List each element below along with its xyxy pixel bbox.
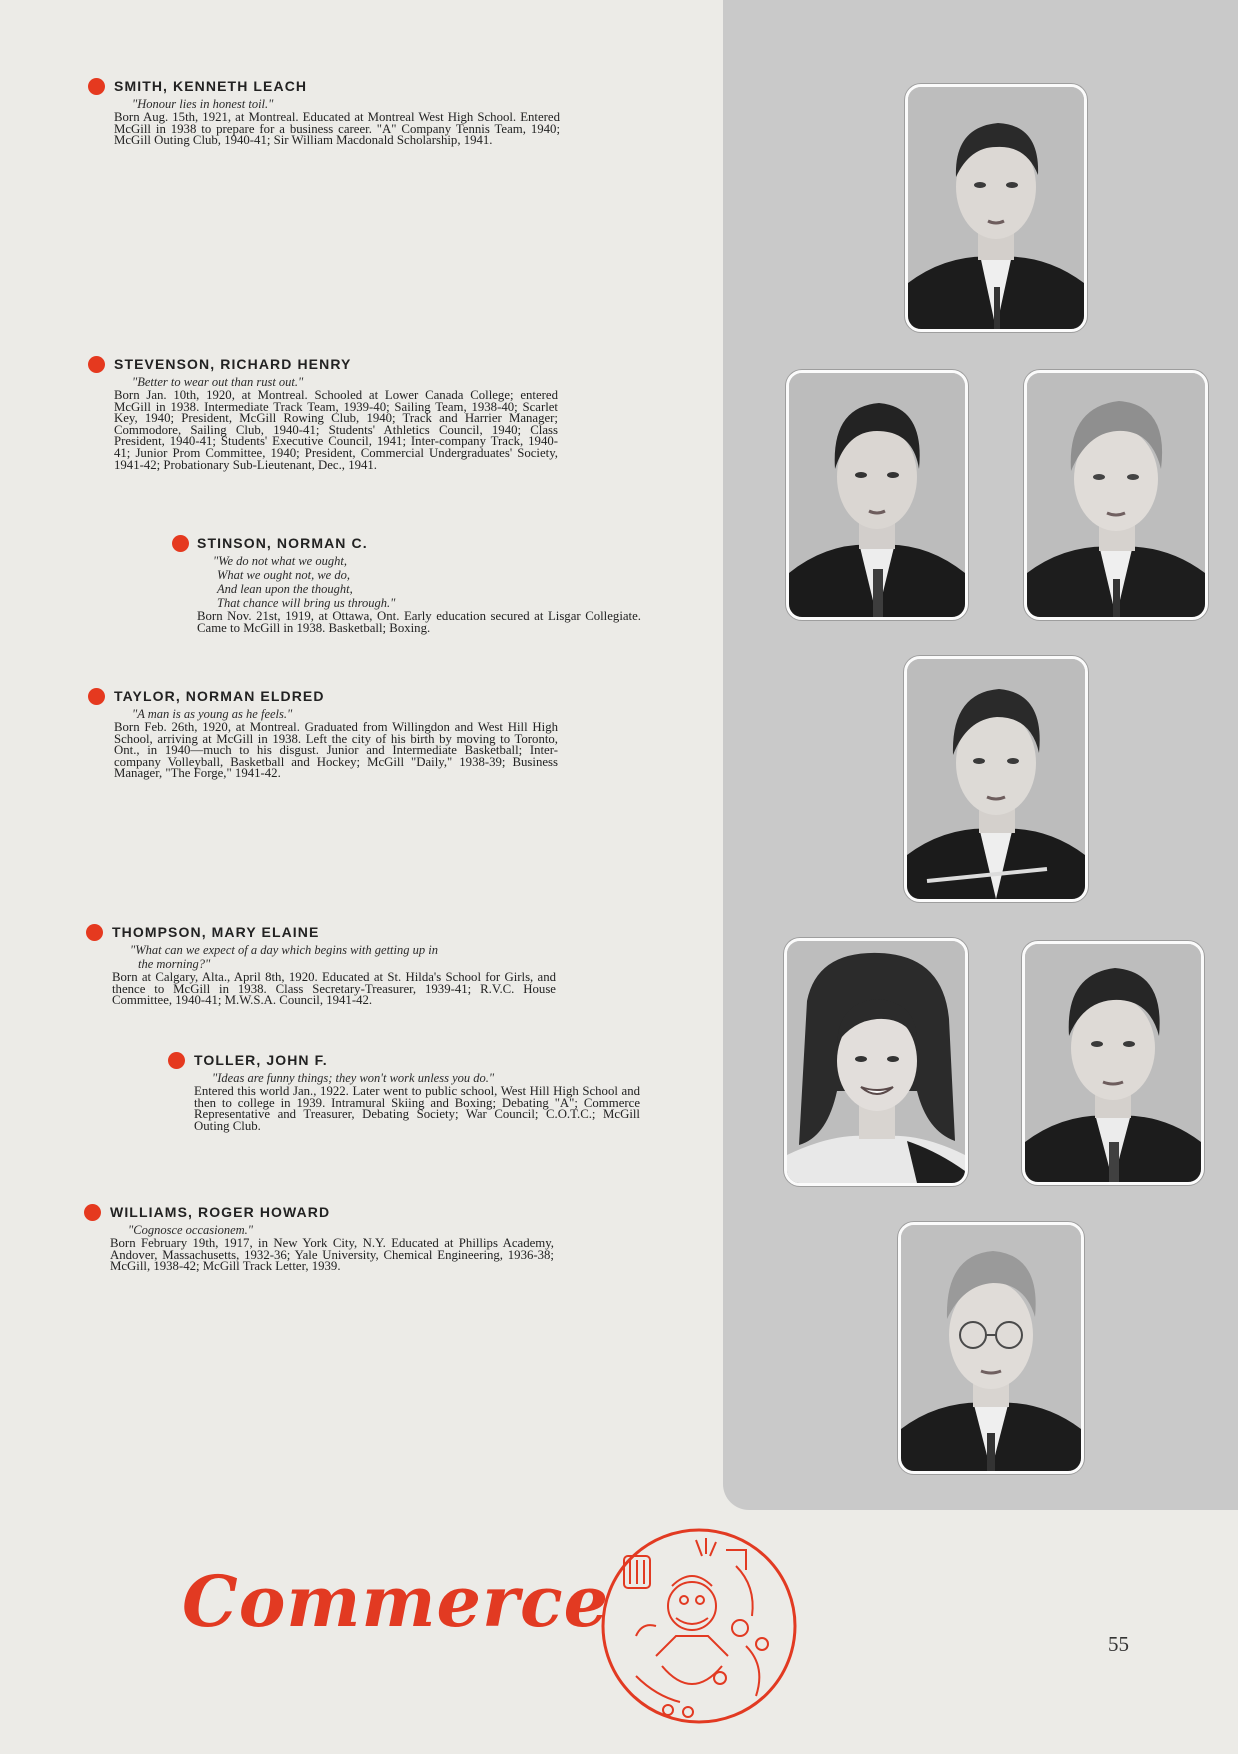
portrait-image: [789, 373, 965, 617]
section-title: Commerce: [182, 1560, 610, 1643]
student-bio: Born Aug. 15th, 1921, at Montreal. Educated at Montreal West High School. Entered McGill in 1938 to prepare for a business career. "A" Company Tennis Team, 1940; McGill Outing Club, 1940-41; Sir William Macdonald Scholarship, 1941.: [114, 110, 560, 148]
bullet-dot: [88, 688, 105, 705]
portrait-thompson: [784, 938, 968, 1186]
student-bio: Born Jan. 10th, 1920, at Montreal. Schooled at Lower Canada College; entered McGill in 1938. Intermediate Track Team, 1939-40; Sailing Team, 1938-40; Scarlet Key, 1940; President, McGill Rowing Club, 1940; Track and Harrier Manager; Commodore, Sailing Club, 1940-41; Students' Athletics Council, 1940; Class President, 1940-41; Students' Executive Council, 1941; Inter-company Track, 1940-41; Junior Prom Committee, 1940; President, Commercial Undergraduates' Society, 1941-42; Probationary Sub-Lieutenant, Dec., 1941.: [114, 388, 558, 472]
student-name: STINSON, NORMAN C.: [197, 535, 368, 551]
portrait-stevenson: [786, 370, 968, 620]
student-name: WILLIAMS, ROGER HOWARD: [110, 1204, 331, 1220]
portrait-stinson: [1024, 370, 1208, 620]
bullet-dot: [84, 1204, 101, 1221]
student-name: SMITH, KENNETH LEACH: [114, 78, 308, 94]
portrait-image: [901, 1225, 1081, 1471]
student-name: TAYLOR, NORMAN ELDRED: [114, 688, 325, 704]
student-bio: Born Feb. 26th, 1920, at Montreal. Graduated from Willingdon and West Hill High School, arriving at McGill in 1938. Left the city of his birth by moving to Toronto, Ont., in 1940—much to his disgust. Junior and Intermediate Basketball; Inter-company Volleyball, Basketball and Hockey; McGill "Daily," 1938-39; Business Manager, "The Forge," 1941-42.: [114, 720, 558, 781]
portrait-image: [1025, 944, 1201, 1182]
bullet-dot: [172, 535, 189, 552]
entry-smith: [88, 78, 560, 147]
commerce-emblem: [596, 1526, 802, 1726]
student-motto: "Honour lies in honest toil.": [132, 97, 274, 111]
page-number: 55: [1108, 1632, 1129, 1656]
entry-stinson: [172, 535, 642, 634]
student-motto: "Cognosce occasionem.": [128, 1223, 254, 1237]
bullet-dot: [86, 924, 103, 941]
portrait-image: [908, 87, 1084, 329]
portrait-smith: [905, 84, 1087, 332]
student-bio: Born at Calgary, Alta., April 8th, 1920. Educated at St. Hilda's School for Girls, and thence to McGill in 1938. Class Secretary-Treasurer, 1939-41; R.V.C. House Committee, 1940-41; M.W.S.A. Council, 1941-42.: [112, 970, 556, 1008]
portrait-toller: [1022, 941, 1204, 1185]
student-motto: "A man is as young as he feels.": [132, 707, 293, 721]
student-motto: "Ideas are funny things; they won't work unless you do.": [212, 1071, 495, 1085]
student-bio: Entered this world Jan., 1922. Later went to public school, West Hill High School and then to college in 1939. Intramural Skiing and Boxing; Debating "A"; Commerce Representative and Treasurer, Debating Society; War Council; C.O.T.C.; McGill Outing Club.: [194, 1084, 640, 1133]
student-motto: "Better to wear out than rust out.": [132, 375, 304, 389]
student-motto: "What can we expect of a day which begins with getting up in the morning?": [130, 943, 438, 971]
bullet-dot: [88, 78, 105, 95]
entry-stevenson: [88, 356, 560, 471]
student-bio: Born February 19th, 1917, in New York City, N.Y. Educated at Phillips Academy, Andover, Massachusetts, 1932-36; Yale University, Chemical Engineering, 1936-38; McGill, 1938-42; McGill Track Letter, 1939.: [110, 1236, 554, 1274]
portrait-williams: [898, 1222, 1084, 1474]
student-motto: "We do not what we ought, What we ought not, we do, And lean upon the thought, That chance will bring us through.": [213, 554, 396, 610]
student-name: THOMPSON, MARY ELAINE: [112, 924, 320, 940]
student-bio: Born Nov. 21st, 1919, at Ottawa, Ont. Early education secured at Lisgar Collegiate. Came to McGill in 1938. Basketball; Boxing.: [197, 609, 641, 635]
student-name: STEVENSON, RICHARD HENRY: [114, 356, 352, 372]
bullet-dot: [88, 356, 105, 373]
entry-thompson: [86, 924, 558, 1007]
bullet-dot: [168, 1052, 185, 1069]
portrait-image: [787, 941, 965, 1183]
portrait-image: [907, 659, 1085, 899]
entry-williams: [84, 1204, 556, 1273]
portrait-image: [1027, 373, 1205, 617]
student-name: TOLLER, JOHN F.: [194, 1052, 328, 1068]
entry-taylor: [88, 688, 560, 780]
entry-toller: [168, 1052, 642, 1132]
emblem-drawing: [596, 1526, 802, 1726]
portrait-taylor: [904, 656, 1088, 902]
